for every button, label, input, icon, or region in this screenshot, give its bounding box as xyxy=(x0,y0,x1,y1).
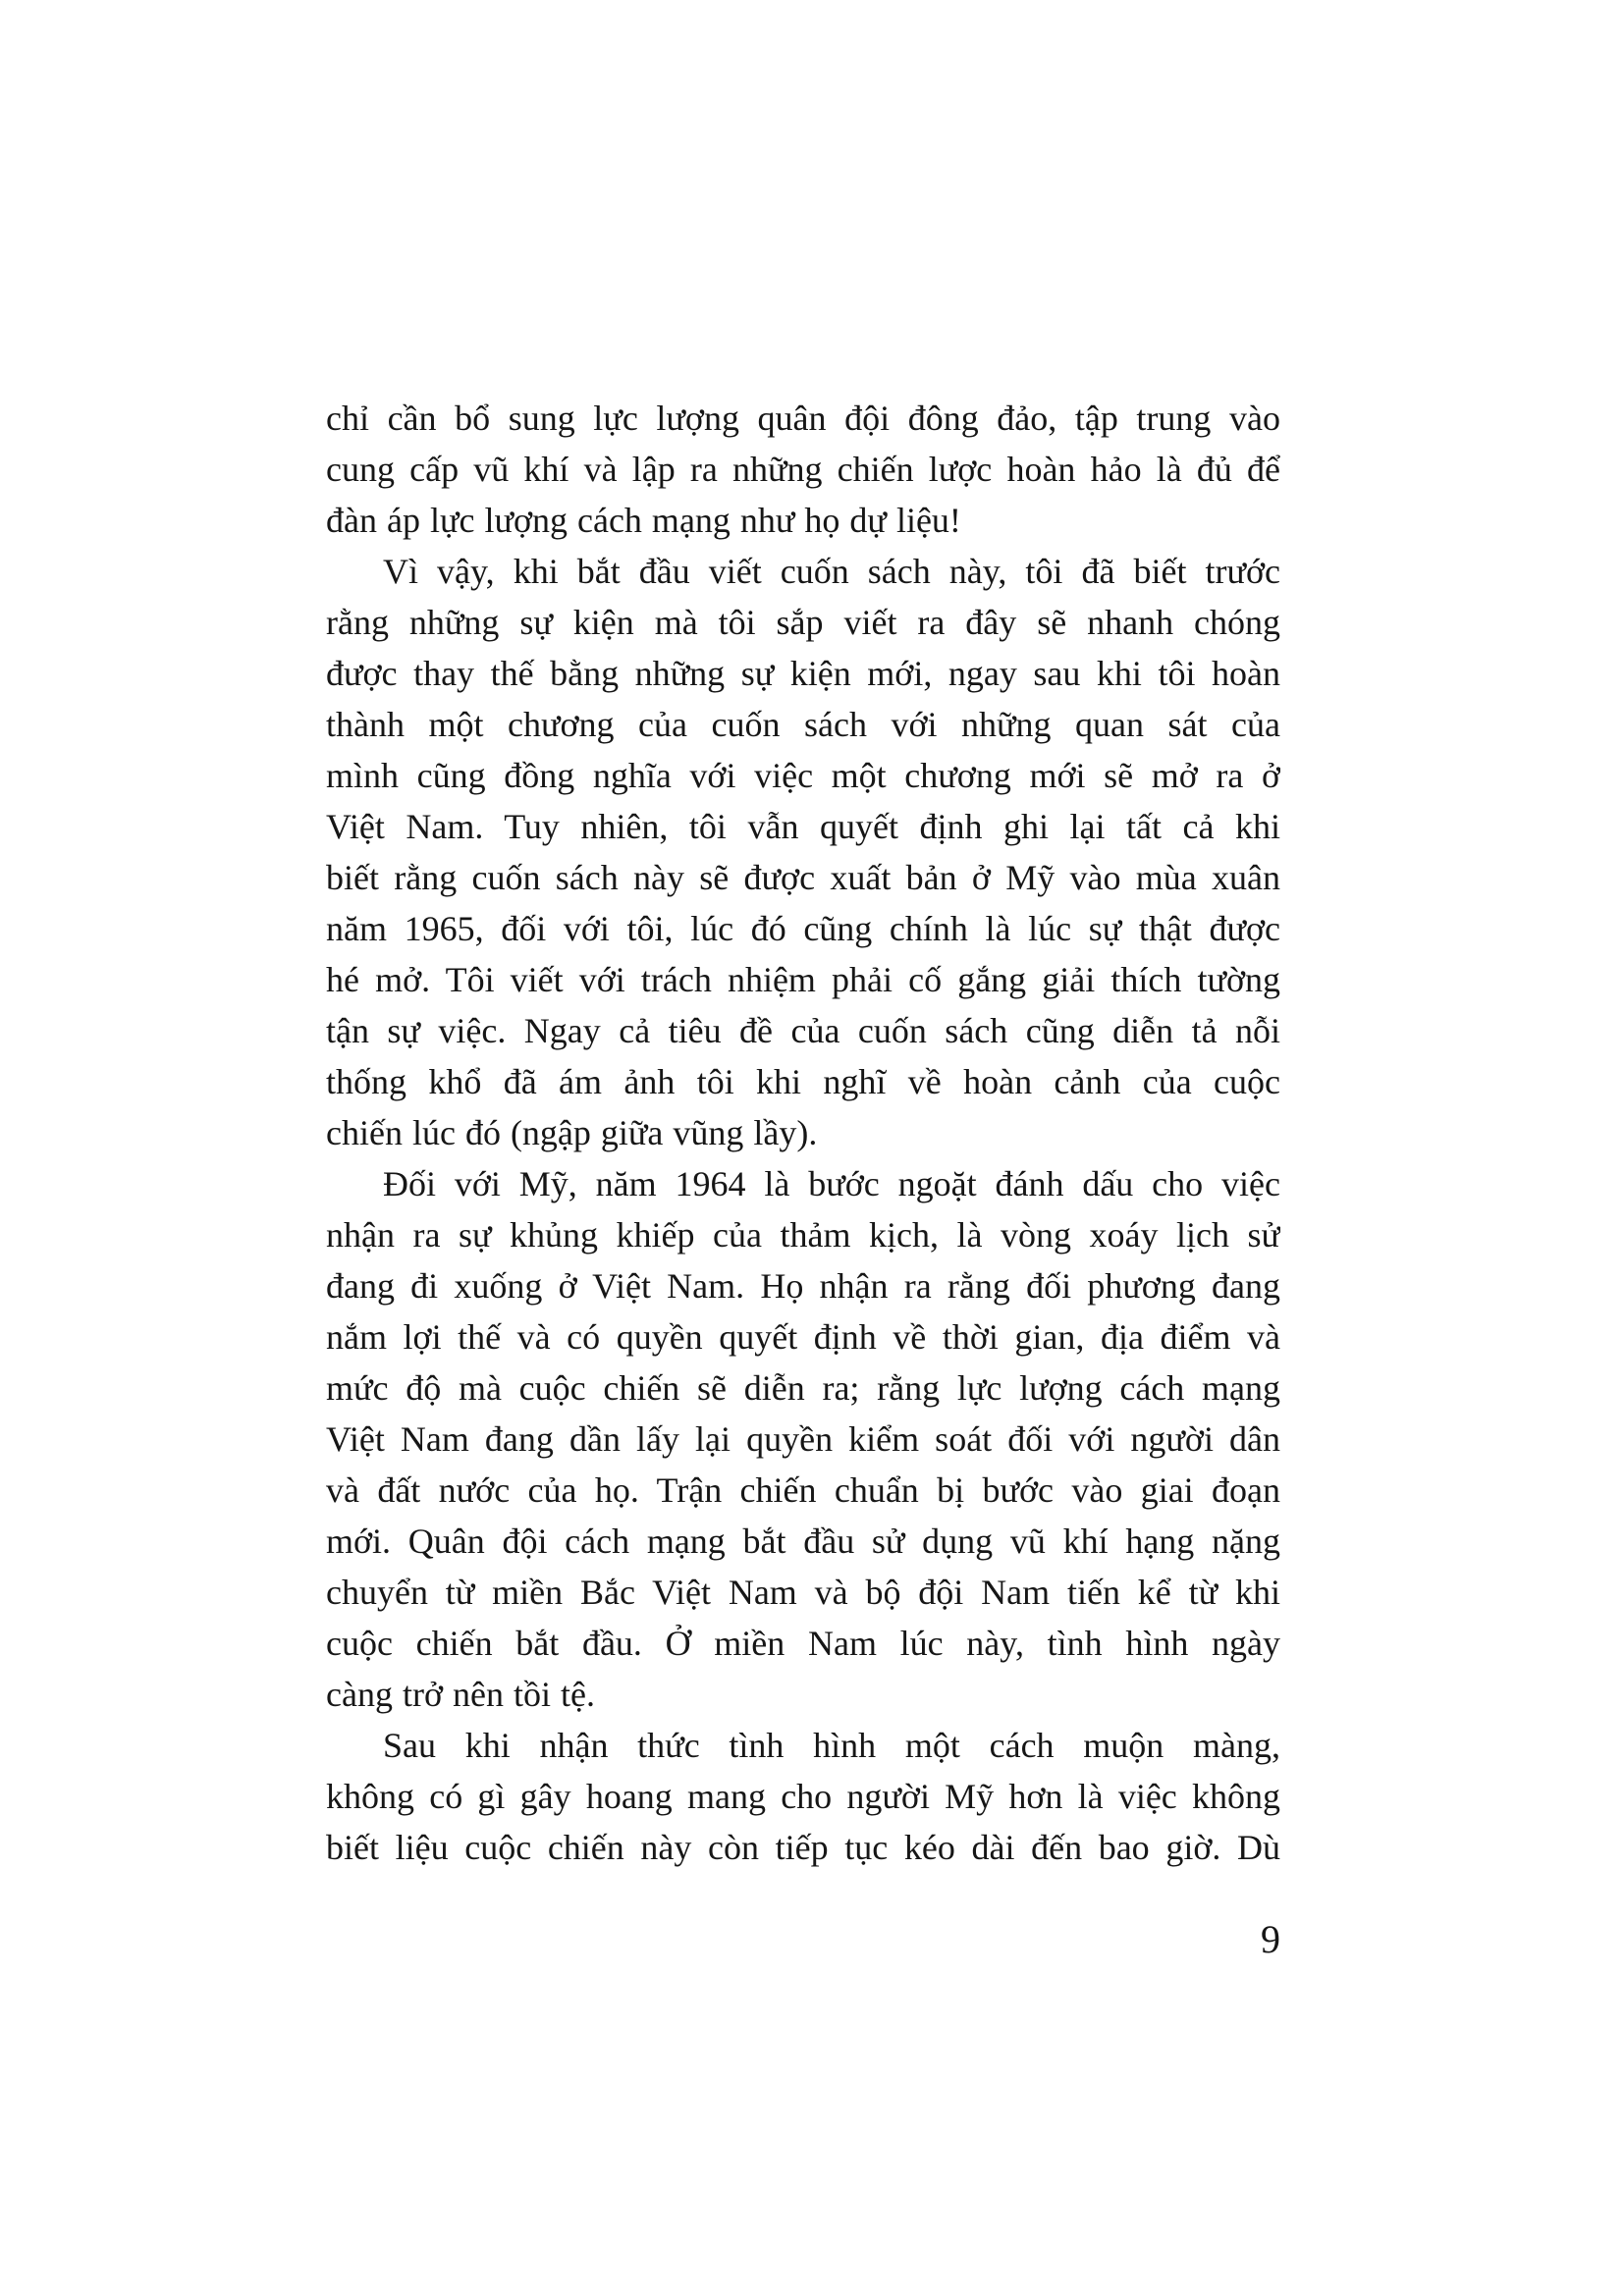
text-line: biết liệu cuộc chiến này còn tiếp tục kéo dài đến bao giờ. Dù xyxy=(326,1828,1280,1867)
text-line: biết rằng cuốn sách này sẽ được xuất bản ở Mỹ vào mùa xuân xyxy=(326,858,1280,897)
text-line: tận sự việc. Ngay cả tiêu đề của cuốn sách cũng diễn tả nỗi xyxy=(326,1011,1280,1050)
text-line: hé mở. Tôi viết với trách nhiệm phải cố gắng giải thích tường xyxy=(326,960,1280,999)
text-line: đàn áp lực lượng cách mạng như họ dự liệu! xyxy=(326,501,961,540)
text-line: mình cũng đồng nghĩa với việc một chương mới sẽ mở ra ở xyxy=(326,756,1280,795)
text-line: và đất nước của họ. Trận chiến chuẩn bị bước vào giai đoạn xyxy=(326,1470,1280,1510)
text-line: Đối với Mỹ, năm 1964 là bước ngoặt đánh dấu cho việc xyxy=(383,1164,1280,1203)
paragraph xyxy=(326,1158,1280,1720)
text-line: mới. Quân đội cách mạng bắt đầu sử dụng vũ khí hạng nặng xyxy=(326,1522,1280,1561)
text-line: thống khổ đã ám ảnh tôi khi nghĩ về hoàn cảnh của cuộc xyxy=(326,1062,1280,1101)
text-line: mức độ mà cuộc chiến sẽ diễn ra; rằng lực lượng cách mạng xyxy=(326,1368,1280,1408)
text-line: chuyển từ miền Bắc Việt Nam và bộ đội Nam tiến kể từ khi xyxy=(326,1573,1280,1612)
text-line: cuộc chiến bắt đầu. Ở miền Nam lúc này, tình hình ngày xyxy=(326,1624,1280,1663)
text-line: năm 1965, đối với tôi, lúc đó cũng chính là lúc sự thật được xyxy=(326,909,1280,948)
text-line: Việt Nam. Tuy nhiên, tôi vẫn quyết định ghi lại tất cả khi xyxy=(326,807,1280,846)
paragraph xyxy=(326,1720,1280,1873)
paragraph xyxy=(326,546,1280,1158)
text-line: chiến lúc đó (ngập giữa vũng lầy). xyxy=(326,1113,818,1152)
body-text xyxy=(326,393,1280,1873)
text-line: không có gì gây hoang mang cho người Mỹ hơn là việc không xyxy=(326,1777,1280,1816)
text-line: Sau khi nhận thức tình hình một cách muộn màng, xyxy=(383,1726,1280,1765)
page-number: 9 xyxy=(1261,1917,1280,1961)
text-line: càng trở nên tồi tệ. xyxy=(326,1675,595,1714)
text-line: chỉ cần bổ sung lực lượng quân đội đông đảo, tập trung vào xyxy=(326,399,1280,438)
text-line: Vì vậy, khi bắt đầu viết cuốn sách này, tôi đã biết trước xyxy=(383,552,1280,591)
paragraph xyxy=(326,393,1280,546)
text-line: nắm lợi thế và có quyền quyết định về thời gian, địa điểm và xyxy=(326,1317,1280,1357)
text-line: Việt Nam đang dần lấy lại quyền kiểm soát đối với người dân xyxy=(326,1419,1280,1459)
text-line: rằng những sự kiện mà tôi sắp viết ra đây sẽ nhanh chóng xyxy=(326,603,1280,642)
text-line: được thay thế bằng những sự kiện mới, ngay sau khi tôi hoàn xyxy=(326,654,1280,693)
text-line: nhận ra sự khủng khiếp của thảm kịch, là vòng xoáy lịch sử xyxy=(326,1215,1280,1255)
text-line: đang đi xuống ở Việt Nam. Họ nhận ra rằng đối phương đang xyxy=(326,1266,1280,1306)
text-line: cung cấp vũ khí và lập ra những chiến lược hoàn hảo là đủ để xyxy=(326,450,1280,489)
text-line: thành một chương của cuốn sách với những quan sát của xyxy=(326,705,1280,744)
